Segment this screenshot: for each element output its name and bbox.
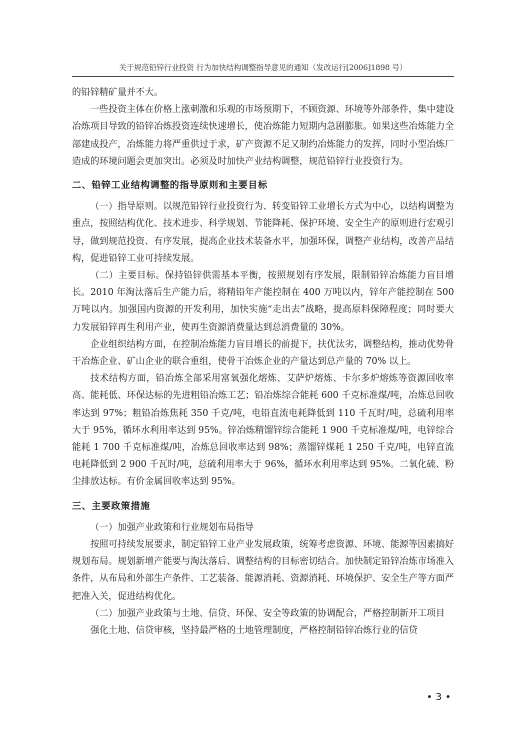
paragraph-investment-growth: 一些投资主体在价格上涨刺激和乐观的市场预期下，不顾资源、环境等外部条件，集中建设冶炼项目导致的铅锌冶炼投资连续快速增长，使冶炼能力短期内急剧膨胀。如果这些冶炼能力全部建成投产，冶炼能力将严重供过于求，矿产资源不足又制约冶炼能力的发挥，同时小型冶炼厂造成的环境问题会更加突出。必须及时加快产业结构调整，规范铅锌行业投资行为。 xyxy=(72,105,454,167)
paragraph-continuation: 的铅锌精矿量并不大。 xyxy=(72,88,163,98)
paragraph-guiding-principle: （一）指导原则。以规范铅锌行业投资行为、转变铅锌工业增长方式为中心，以结构调整为重点，按照结构优化、技术进步、科学规划、节能降耗、保护环境、安全生产的原则进行宏观引导，做到规范投资、有序发展，提高企业技术装备水平，加强环保，调整产业结构，改善产品结构，促进铅锌工业可持续发展。 xyxy=(72,202,454,264)
paragraph-technical-structure: 技术结构方面，铅冶炼全部采用富氧强化熔炼、艾萨炉熔炼、卡尔多炉熔炼等资源回收率高、能耗低、环保达标的先进粗铅冶炼工艺；铅冶炼综合能耗 600 千克标准煤/吨，冶炼总回收率达到 97%；粗铅冶炼焦耗 350 千克/吨，电铅直流电耗降低到 110 千瓦时/吨，总硫利用率大于 95%，循环水利用率达到 95%。锌冶炼精馏锌综合能耗 1 900 千克标准煤/吨，电锌综合能耗 1 700 千克标准煤/吨，冶炼总回收率达到 98%；蒸馏锌煤耗 1 250 千克/吨，电锌直流电耗降低到 2 900 千瓦时/吨，总硫利用率大于 96%，循环水利用率达到 95%。二氧化硫、粉尘排放达标。有价金属回收率达到 95%。 xyxy=(72,374,454,488)
subheading-policy-coordination: （二）加强产业政策与土地、信贷、环保、安全等政策的协调配合，严格控制新开工项目 xyxy=(90,608,445,619)
paragraph-land-credit-review: 强化土地、信贷审核，坚持最严格的土地管理制度，严格控制铅锌冶炼行业的信贷 xyxy=(90,626,418,637)
paragraph-main-targets: （二）主要目标。保持铅锌供需基本平衡，按照规划有序发展，限制铅锌冶炼能力盲目增长。2010 年淘汰落后生产能力后，将精铅年产能控制在 400 万吨以内，锌年产能控制在 500 万吨以内。加强国内资源的开发利用，加快实施“走出去”战略，提高原料保障程度；同时要大力发展铅锌再生利用产业，使再生资源消费量达到总消费量的 30%。 xyxy=(72,271,454,333)
paragraph-sustainable-development: 按照可持续发展要求，制定铅锌工业产业发展政策，统筹考虑资源、环境、能源等因素搞好规划布局。规划新增产能要与淘汰落后、调整结构的目标密切结合。加快制定铅锌冶炼市场准入条件，从布局和外部生产条件、工艺装备、能源消耗、资源消耗、环境保护、安全生产等方面严把准入关，促进结构优化。 xyxy=(72,540,454,602)
document-page xyxy=(72,62,454,640)
paragraph-organization-structure: 企业组织结构方面，在控制冶炼能力盲目增长的前提下，扶优汰劣，调整结构，推动优势骨干冶炼企业、矿山企业的联合重组，使骨干冶炼企业的产量达到总产量的 70% 以上。 xyxy=(72,339,454,368)
running-header: 关于规范铅锌行业投资 行为加快结构调整指导意见的通知（发改运行[2006]1898 号） xyxy=(72,62,454,77)
page-number: • 3 • xyxy=(426,692,451,703)
section-heading-principles: 二、铅锌工业结构调整的指导原则和主要目标 xyxy=(72,180,268,192)
subheading-industrial-policy: （一）加强产业政策和行业规划布局指导 xyxy=(90,522,254,533)
document-body xyxy=(72,85,454,640)
section-heading-policy-measures: 三、主要政策措施 xyxy=(72,500,151,512)
